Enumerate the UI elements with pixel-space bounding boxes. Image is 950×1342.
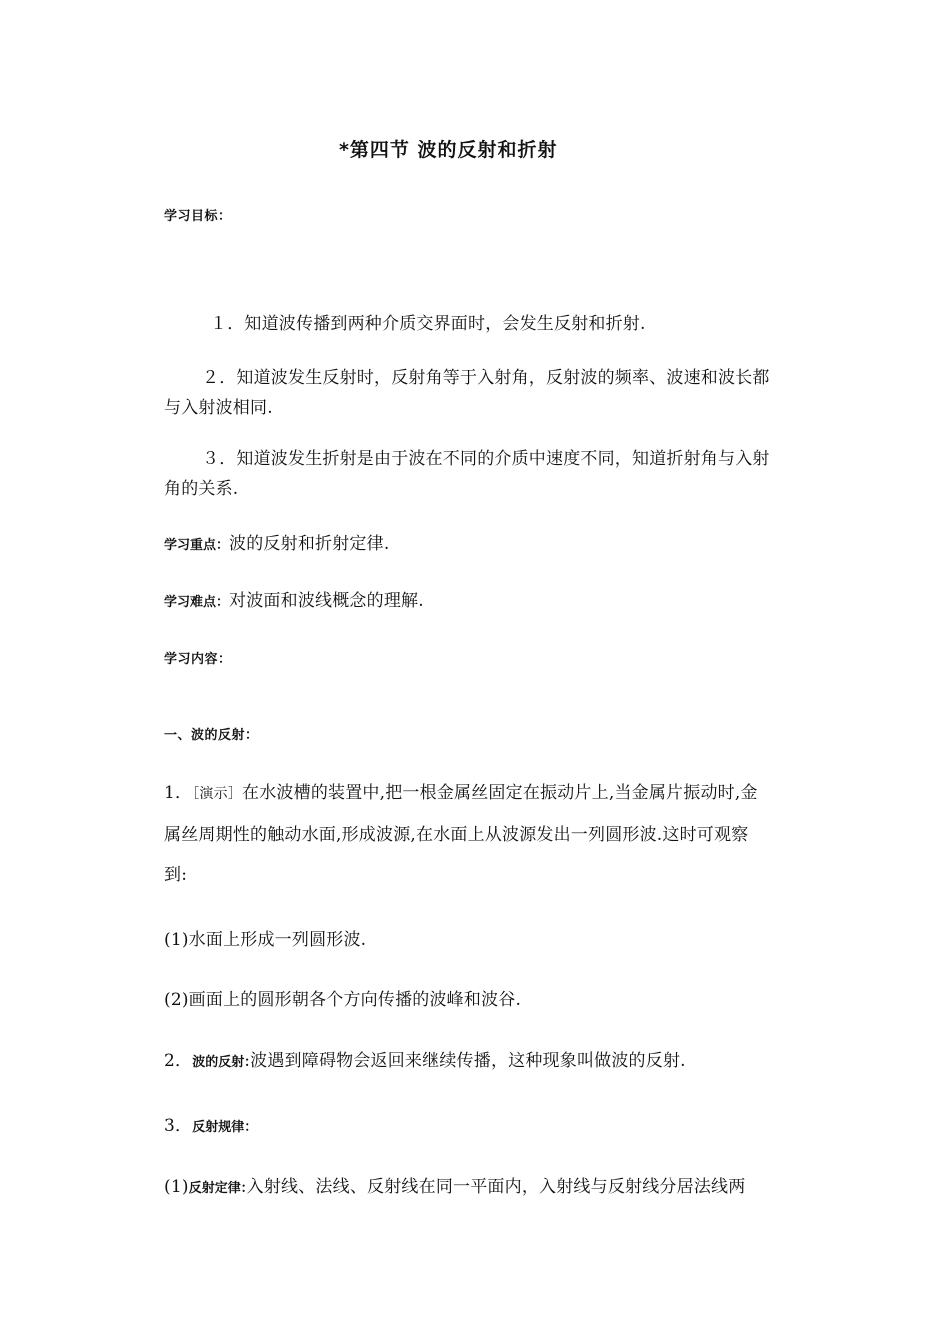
paragraph-1-line3: 到:	[164, 865, 188, 885]
objective-3-line1	[202, 444, 770, 469]
paragraph-1-text: 在水波槽的装置中,把一根金属丝固定在振动片上,当金属片振动时,金	[242, 783, 758, 803]
objective-1	[210, 309, 646, 334]
section-heading: 一、波的反射：	[164, 728, 259, 743]
objective-2-line1	[202, 363, 770, 388]
key-point-text: 波的反射和折射定律.	[229, 534, 390, 554]
paragraph-4	[164, 1172, 745, 1197]
page-title: *第四节 波的反射和折射	[339, 139, 558, 161]
objective-2-text: 知道波发生反射时，反射角等于入射角，反射波的频率、波速和波长都	[236, 368, 770, 388]
paragraph-3-num: 3．	[164, 1116, 193, 1136]
objectives-label: 学习目标：	[164, 209, 232, 224]
difficulty-label: 学习难点：	[164, 595, 230, 610]
paragraph-4-label: 反射定律	[188, 1181, 241, 1196]
content-label: 学习内容：	[164, 652, 232, 667]
paragraph-4-num: (1)	[164, 1177, 189, 1197]
observation-2: (2)画面上的圆形朝各个方向传播的波峰和波谷.	[164, 990, 522, 1010]
paragraph-1-line1	[164, 778, 758, 803]
paragraph-3	[164, 1111, 257, 1136]
paragraph-2-label: 波的反射	[192, 1055, 245, 1070]
paragraph-2-num: 2．	[164, 1051, 193, 1071]
demo-tag: ［演示］	[192, 786, 243, 802]
objective-3-line2: 角的关系.	[164, 479, 239, 499]
objective-3-text: 知道波发生折射是由于波在不同的介质中速度不同，知道折射角与入射	[236, 449, 770, 469]
paragraph-1-num: 1．	[164, 783, 193, 803]
objective-1-text: 知道波传播到两种介质交界面时，会发生反射和折射.	[244, 314, 646, 334]
objective-3-num: ３．	[202, 449, 237, 469]
paragraph-2	[164, 1046, 686, 1071]
objective-2-num: ２．	[202, 368, 237, 388]
key-point-label: 学习重点：	[164, 538, 230, 553]
paragraph-3-label: 反射规律：	[192, 1120, 258, 1135]
paragraph-4-text: :入射线、法线、反射线在同一平面内，入射线与反射线分居法线两	[240, 1177, 746, 1197]
objective-2-line2: 与入射波相同.	[164, 398, 273, 418]
key-point	[164, 529, 389, 554]
observation-1: (1)水面上形成一列圆形波.	[164, 930, 367, 950]
difficulty	[164, 586, 424, 611]
paragraph-1-line2: 属丝周期性的触动水面,形成波源,在水面上从波源发出一列圆形波.这时可观察	[164, 825, 749, 845]
difficulty-text: 对波面和波线概念的理解.	[229, 591, 424, 611]
paragraph-2-text: :波遇到障碍物会返回来继续传播，这种现象叫做波的反射.	[244, 1051, 686, 1071]
objective-1-num: １．	[210, 314, 245, 334]
